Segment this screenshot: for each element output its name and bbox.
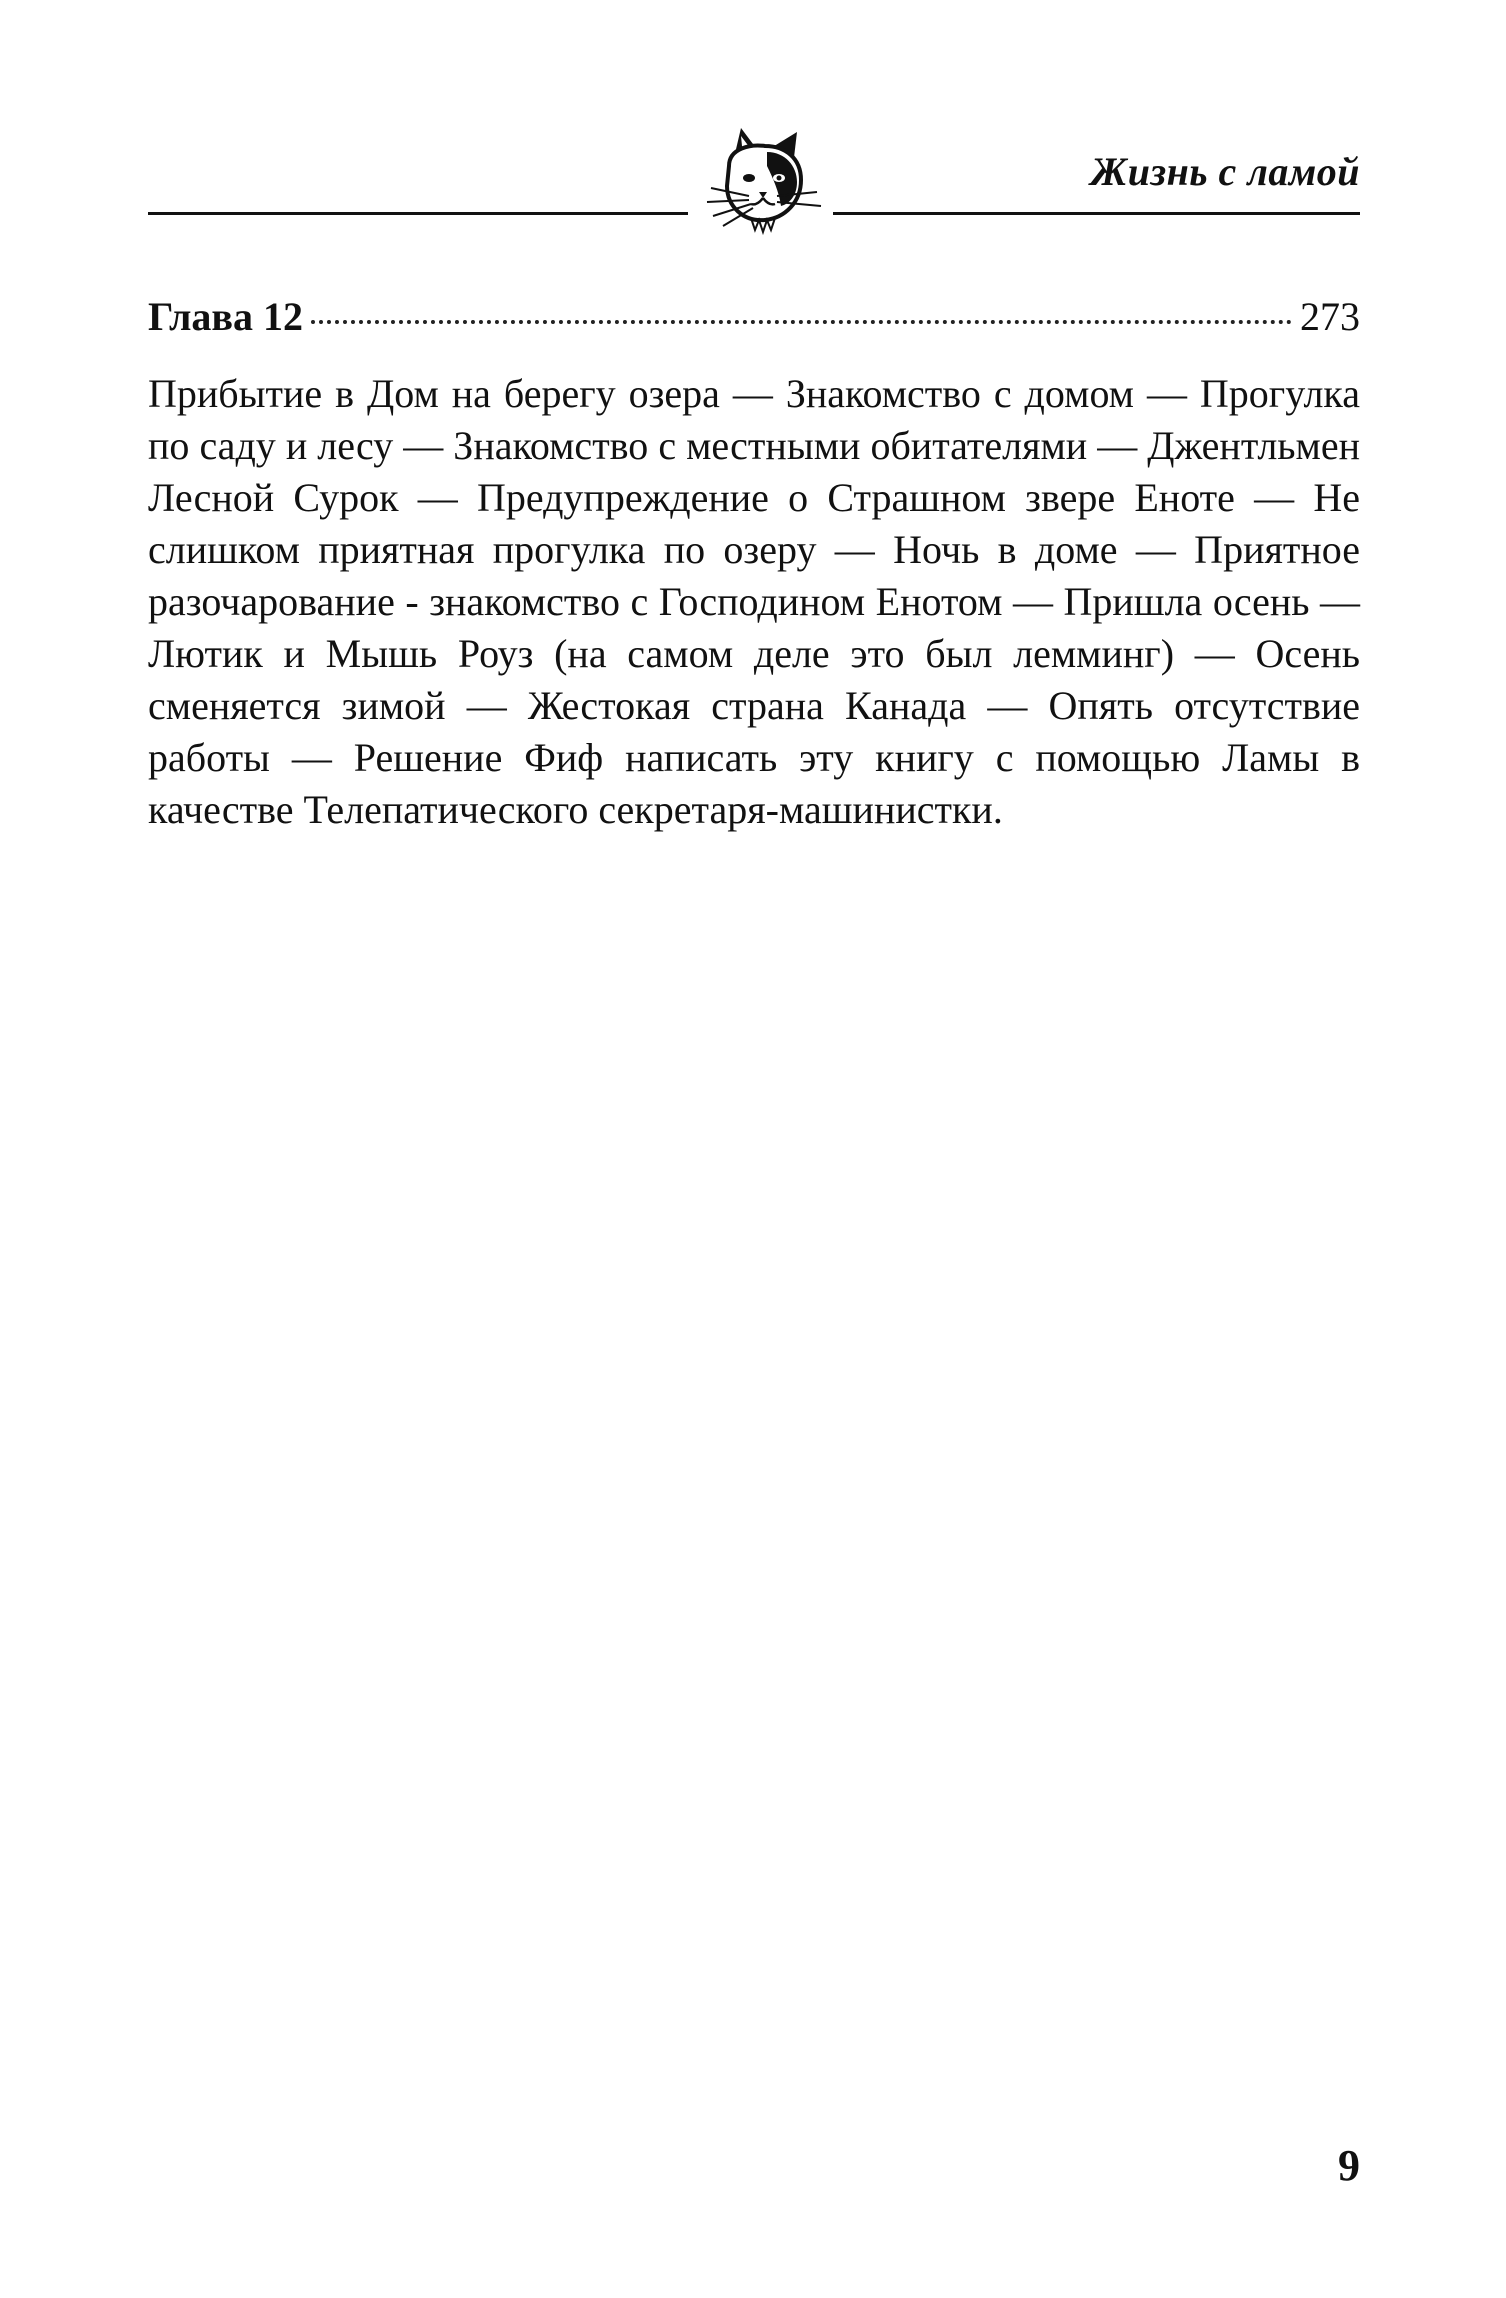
toc-entry: [148, 293, 1360, 349]
dot-leader: [311, 320, 1292, 324]
chapter-page-number: 273: [1300, 294, 1360, 339]
chapter-label: Глава 12: [148, 294, 303, 339]
running-title: Жизнь с ламой: [1090, 149, 1360, 194]
header-rule-left: [148, 212, 688, 215]
page-number: 9: [1338, 2141, 1360, 2190]
header-rule-right: [833, 212, 1360, 215]
chapter-summary: Прибытие в Дом на берегу озера — Знакомство с домом — Прогулка по саду и лесу — Знакомство с местными обитателями — Джентльмен Лесной Сурок — Предупреждение о Страшном звере Еноте — Не слишком приятная прогулка по озеру — Ночь в доме — Приятное разочарование - знакомство с Господином Енотом — Пришла осень — Лютик и Мышь Роуз (на самом деле это был лемминг) — Осень сменяется зимой — Жестокая страна Канада — Опять отсутствие работы — Решение Фиф написать эту книгу с помощью Ламы в качестве Телепатического секретаря-машинистки.: [148, 371, 1360, 832]
running-header: [148, 110, 1360, 240]
cat-head-icon: [693, 122, 833, 242]
